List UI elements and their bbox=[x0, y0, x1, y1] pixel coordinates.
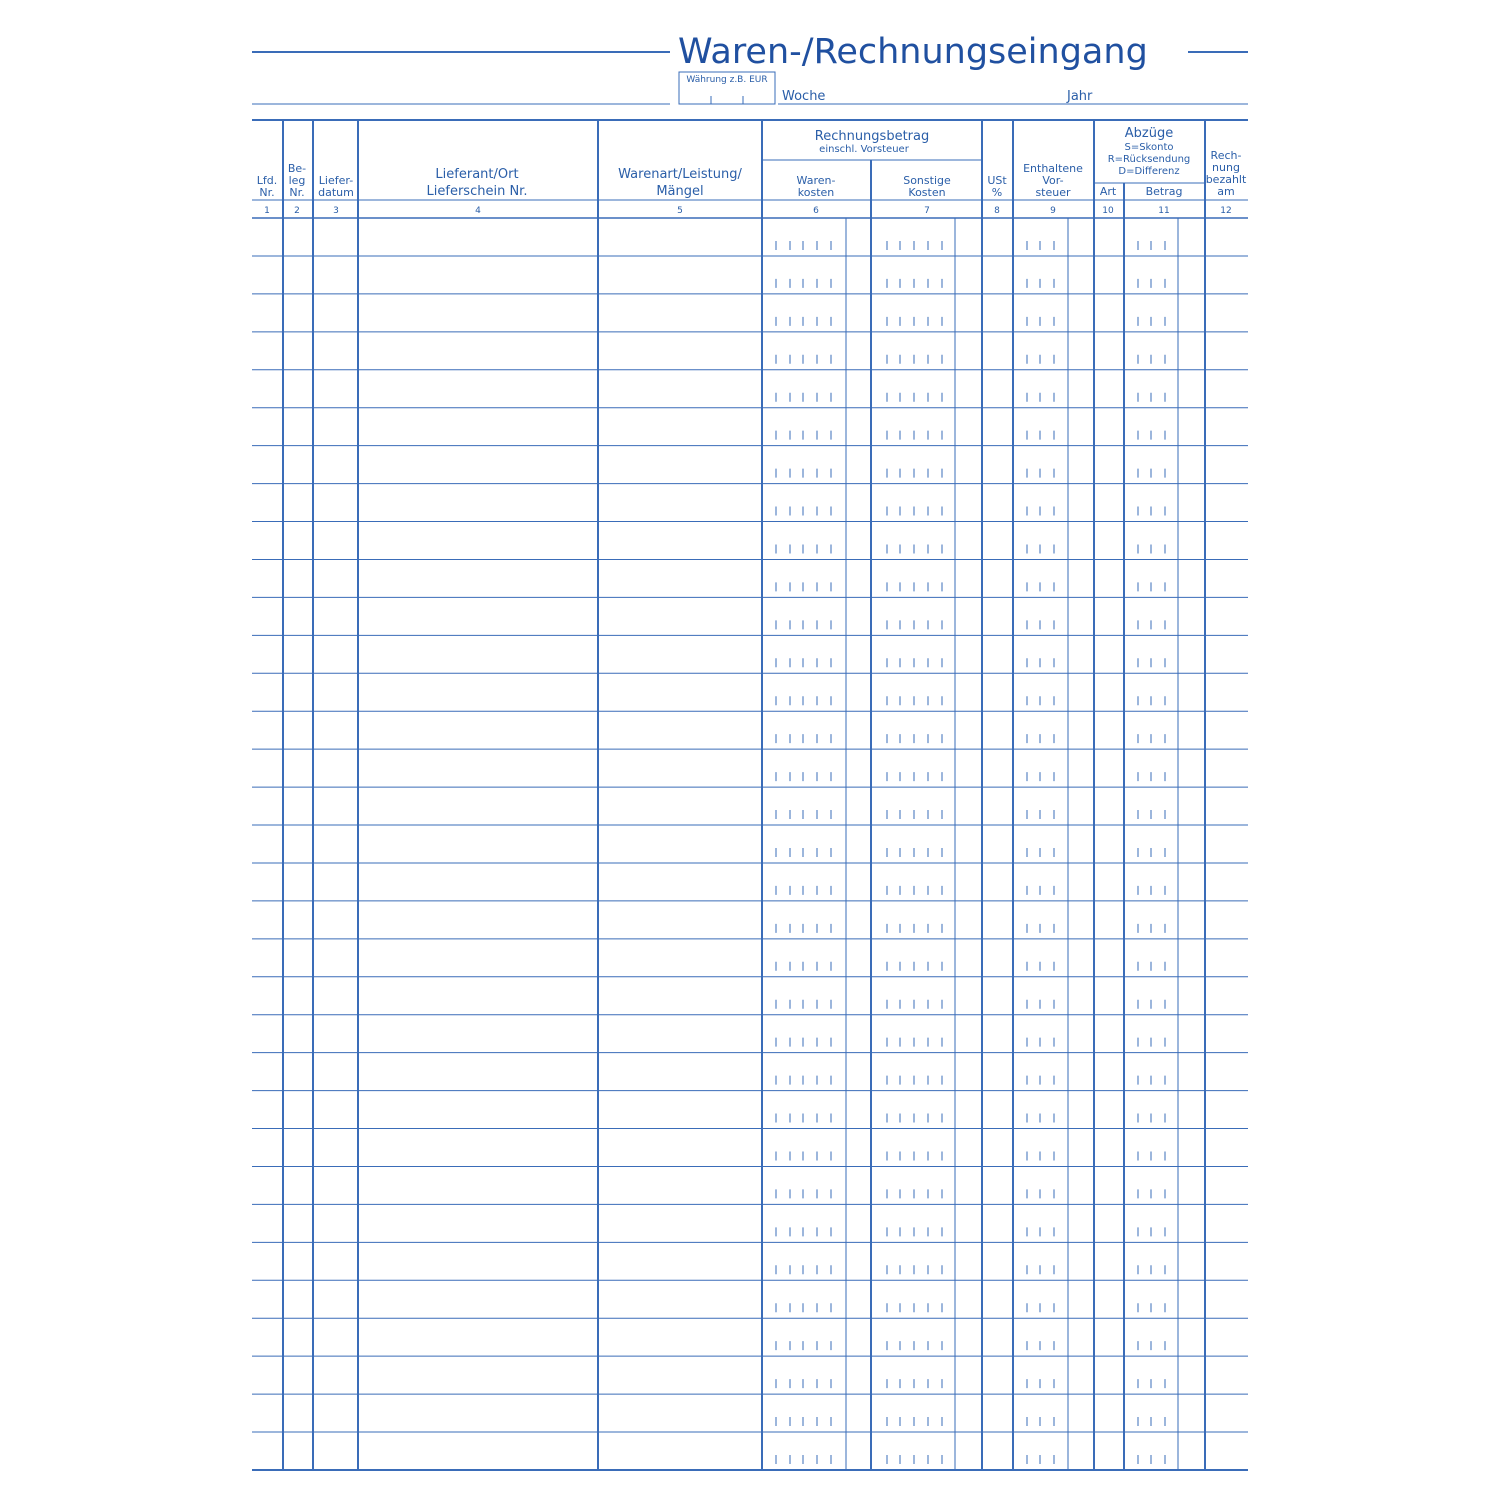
col-7-number: 7 bbox=[924, 206, 930, 216]
abzuege-legend-ruecksendung: R=Rücksendung bbox=[1107, 154, 1191, 165]
col-11-header: Betrag bbox=[1145, 185, 1183, 198]
col-12-header-line-2: nung bbox=[1212, 161, 1240, 174]
col-9-header-line-3: steuer bbox=[1035, 186, 1071, 199]
col-3-header-line-2: datum bbox=[318, 186, 354, 199]
rechnung-group-subtitle: einschl. Vorsteuer bbox=[819, 144, 909, 155]
col-5-header-line-1: Warenart/Leistung/ bbox=[618, 167, 742, 182]
week-label: Woche bbox=[782, 89, 826, 104]
col-9-header-line-1: Enthaltene bbox=[1023, 162, 1083, 175]
col-2-header-line-3: Nr. bbox=[289, 186, 305, 199]
col-12-header-line-3: bezahlt bbox=[1205, 173, 1247, 186]
abzuege-legend-differenz: D=Differenz bbox=[1118, 166, 1180, 177]
col-2-number: 2 bbox=[294, 206, 300, 216]
col-1-header-line-2: Nr. bbox=[259, 186, 275, 199]
col-12-number: 12 bbox=[1220, 206, 1232, 216]
col-8-header-line-2: % bbox=[991, 186, 1003, 199]
col-1-header-line-1: Lfd. bbox=[256, 174, 278, 187]
col-2-header-line-1: Be- bbox=[287, 162, 307, 175]
col-1-number: 1 bbox=[264, 206, 270, 216]
col-6-header-line-2: kosten bbox=[797, 186, 835, 199]
col-7-header-line-2: Kosten bbox=[908, 186, 946, 199]
year-label: Jahr bbox=[1067, 89, 1093, 104]
col-9-header-line-2: Vor- bbox=[1042, 174, 1064, 187]
col-12-header-line-1: Rech- bbox=[1210, 149, 1242, 162]
col-3-header-line-1: Liefer- bbox=[318, 174, 354, 187]
col-8-number: 8 bbox=[994, 206, 1000, 216]
page-title: Waren-/Rechnungseingang bbox=[678, 32, 1148, 72]
col-5-number: 5 bbox=[677, 206, 683, 216]
col-11-number: 11 bbox=[1158, 206, 1170, 216]
col-4-header-line-2: Lieferschein Nr. bbox=[426, 184, 528, 199]
col-10-number: 10 bbox=[1102, 206, 1114, 216]
col-3-number: 3 bbox=[333, 206, 339, 216]
col-9-number: 9 bbox=[1050, 206, 1056, 216]
abzuege-legend-skonto: S=Skonto bbox=[1124, 142, 1174, 153]
abzuege-group-title: Abzüge bbox=[1124, 126, 1174, 141]
col-8-header-line-1: USt bbox=[987, 174, 1007, 187]
col-12-header-line-4: am bbox=[1217, 185, 1235, 198]
col-5-header-line-2: Mängel bbox=[656, 184, 704, 199]
rechnung-group-title: Rechnungsbetrag bbox=[814, 129, 930, 144]
col-10-header: Art bbox=[1099, 185, 1117, 198]
col-2-header-line-2: leg bbox=[288, 174, 306, 187]
col-4-number: 4 bbox=[475, 206, 481, 216]
col-7-header-line-1: Sonstige bbox=[903, 174, 951, 187]
currency-box-label: Währung z.B. EUR bbox=[686, 75, 768, 85]
entry-grid[interactable] bbox=[252, 120, 1248, 1470]
col-6-number: 6 bbox=[813, 206, 819, 216]
col-4-header-line-1: Lieferant/Ort bbox=[435, 167, 519, 182]
col-6-header-line-1: Waren- bbox=[796, 174, 836, 187]
